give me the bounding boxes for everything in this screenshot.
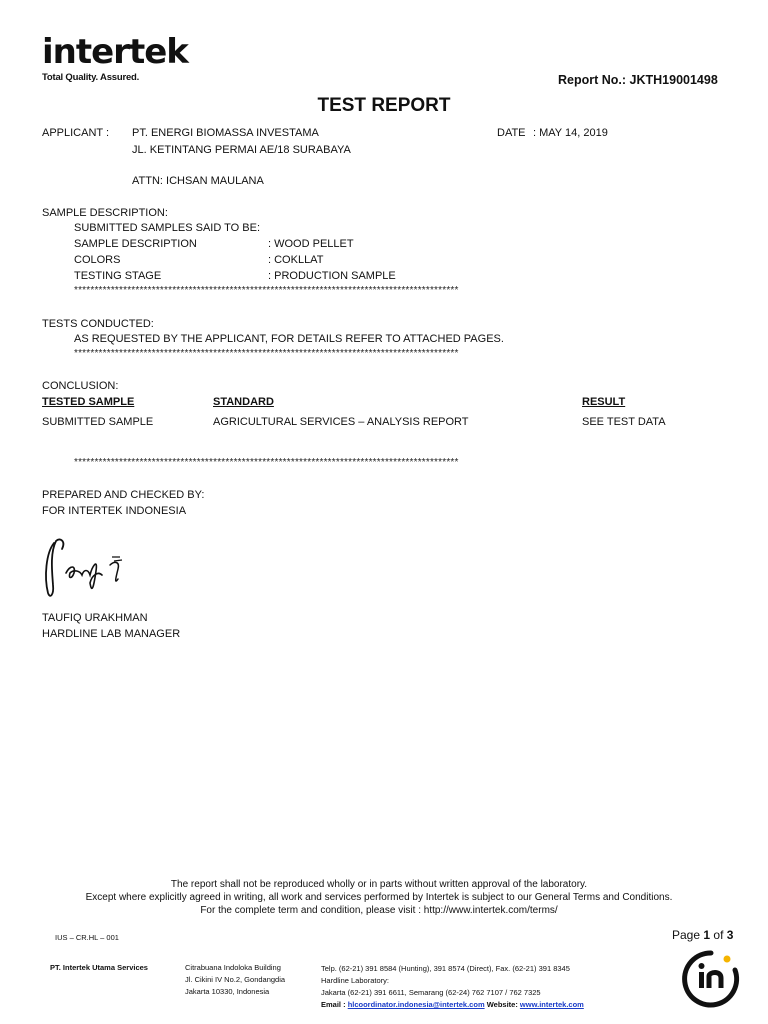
- intertek-in-logo-icon: [680, 948, 742, 1010]
- conclusion-sample: SUBMITTED SAMPLE: [42, 416, 154, 428]
- contact-phone: Telp. (62-21) 391 8584 (Hunting), 391 8574 (Direct), Fax. (62-21) 391 8345: [321, 964, 570, 973]
- website-label: Website:: [486, 1000, 518, 1009]
- signature-image: [36, 535, 136, 605]
- separator-line: **********************************************************************************************: [74, 348, 459, 359]
- date-label: DATE: [497, 127, 526, 139]
- separator-line: **********************************************************************************************: [74, 285, 459, 296]
- contact-links: [321, 999, 584, 1010]
- page-title: TEST REPORT: [317, 95, 451, 116]
- column-tested-sample: TESTED SAMPLE: [42, 396, 135, 408]
- email-link[interactable]: hlcoordinator.indonesia@intertek.com: [347, 1000, 485, 1009]
- sample-heading: SAMPLE DESCRIPTION:: [42, 207, 168, 219]
- sample-row-label: TESTING STAGE: [74, 270, 162, 282]
- signer-name: TAUFIQ URAKHMAN: [42, 612, 148, 624]
- page-of: of: [713, 928, 724, 942]
- conclusion-result: SEE TEST DATA: [582, 416, 666, 428]
- column-result: RESULT: [582, 396, 626, 408]
- email-label: Email :: [321, 1000, 346, 1009]
- column-standard: STANDARD: [213, 396, 274, 408]
- sample-intro: SUBMITTED SAMPLES SAID TO BE:: [74, 222, 261, 234]
- sample-row-label: SAMPLE DESCRIPTION: [74, 238, 197, 250]
- page-current: 1: [703, 928, 711, 942]
- logo-tagline: Total Quality. Assured.: [42, 72, 140, 83]
- address-line: Jakarta 10330, Indonesia: [185, 987, 270, 996]
- sample-row-value: : WOOD PELLET: [268, 238, 354, 250]
- tests-text: AS REQUESTED BY THE APPLICANT, FOR DETAILS REFER TO ATTACHED PAGES.: [74, 333, 504, 345]
- sample-row-value: : COKLLAT: [268, 254, 324, 266]
- prepared-line: PREPARED AND CHECKED BY:: [42, 489, 205, 501]
- separator-line: **********************************************************************************************: [74, 457, 459, 468]
- applicant-address: JL. KETINTANG PERMAI AE/18 SURABAYA: [132, 144, 351, 156]
- report-number: Report No.: JKTH19001498: [558, 73, 718, 87]
- conclusion-heading: CONCLUSION:: [42, 380, 119, 392]
- page-prefix: Page: [672, 928, 701, 942]
- date-value: : MAY 14, 2019: [533, 127, 608, 139]
- footer-disclaimer-2: Except where explicitly agreed in writing, all work and services performed by Intertek is subject to our General Terms and Conditions.: [85, 892, 673, 903]
- page-total: 3: [726, 928, 734, 942]
- tests-heading: TESTS CONDUCTED:: [42, 318, 154, 330]
- address-line: Jl. Cikini IV No.2, Gondangdia: [185, 975, 286, 984]
- company-name: PT. Intertek Utama Services: [50, 963, 148, 972]
- signer-position: HARDLINE LAB MANAGER: [42, 628, 181, 640]
- intertek-logo: intertek: [42, 32, 188, 72]
- hardline-phones: Jakarta (62-21) 391 6611, Semarang (62-24) 762 7107 / 762 7325: [321, 988, 541, 997]
- conclusion-standard: AGRICULTURAL SERVICES – ANALYSIS REPORT: [213, 416, 469, 428]
- sample-row-label: COLORS: [74, 254, 121, 266]
- document-code: IUS – CR.HL – 001: [55, 933, 119, 942]
- footer-disclaimer-1: The report shall not be reproduced wholly or in parts without written approval of the laboratory.: [170, 879, 588, 890]
- footer-disclaimer-3: For the complete term and condition, please visit : http://www.intertek.com/terms/: [200, 905, 558, 916]
- sample-row-value: : PRODUCTION SAMPLE: [268, 270, 396, 282]
- applicant-name: PT. ENERGI BIOMASSA INVESTAMA: [132, 127, 319, 139]
- address-line: Citrabuana Indoloka Building: [185, 963, 281, 972]
- page-indicator: [672, 928, 733, 942]
- applicant-label: APPLICANT :: [42, 127, 110, 139]
- hardline-label: Hardline Laboratory:: [321, 976, 389, 985]
- applicant-attn: ATTN: ICHSAN MAULANA: [132, 175, 264, 187]
- prepared-org: FOR INTERTEK INDONESIA: [42, 505, 187, 517]
- website-link[interactable]: www.intertek.com: [519, 1000, 584, 1009]
